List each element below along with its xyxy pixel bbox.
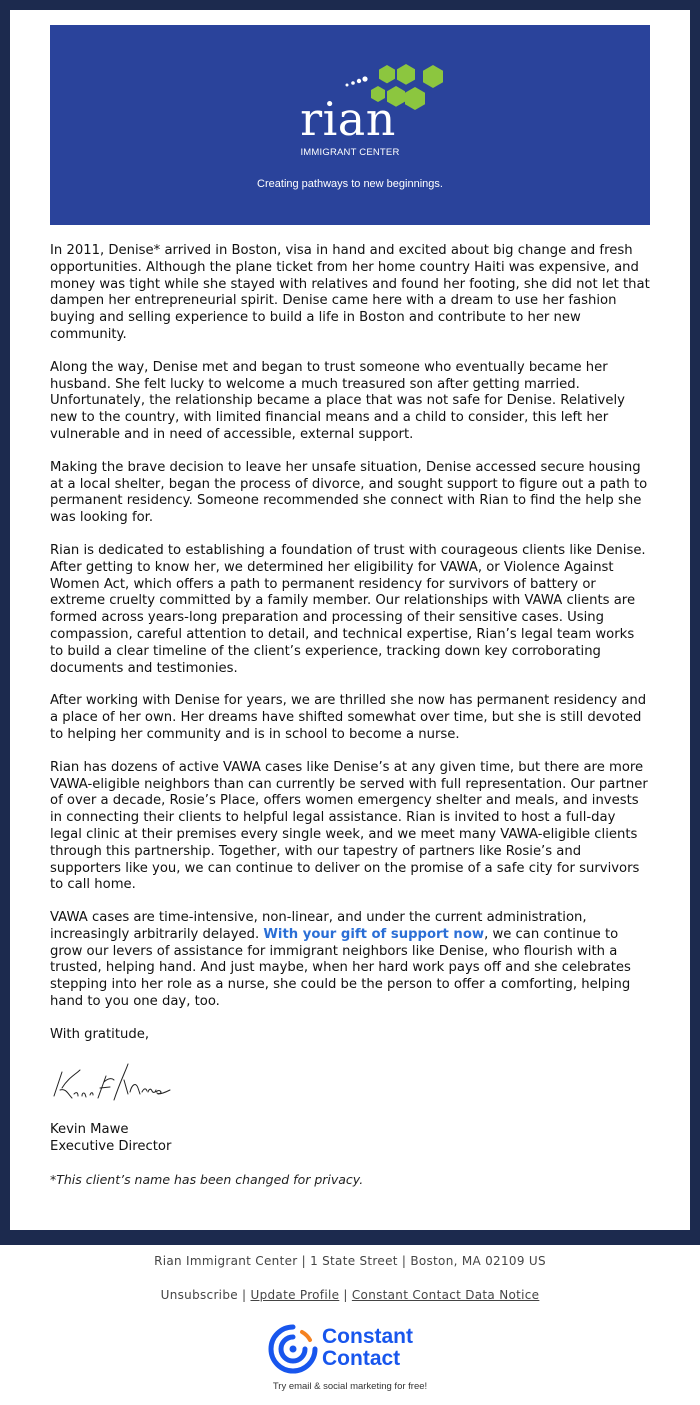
banner-tagline: Creating pathways to new beginnings. — [257, 178, 443, 190]
donate-link[interactable]: With your gift of support now — [263, 926, 485, 942]
footer-address: Rian Immigrant Center | 1 State Street | Boston, MA 02109 US — [154, 1254, 546, 1268]
footer-links — [0, 1288, 700, 1302]
paragraph: Rian is dedicated to establishing a foundation of trust with courageous clients like Denise. After getting to know her, we determined her eligibility for VAWA, or Violence Against Women Act, which offers a path to permanent residency for survivors of battery or extreme cruelty committed by a family member. Our relationships with VAWA clients are formed across years-long preparation and processing of their sensitive cases. Using compassion, careful attention to detail, and technical expertise, Rian’s legal team works to build a clear timeline of the client’s experience, tracking down key corroborating documents and testimonies. — [50, 542, 646, 676]
constant-contact-wordmark[interactable] — [322, 1326, 482, 1370]
header-banner — [50, 25, 650, 225]
logo-hexagon — [379, 65, 395, 83]
paragraph: Along the way, Denise met and began to trust someone who eventually became her husband. She felt lucky to welcome a much treasured son after getting married. Unfortunately, the relationship became a place that was not safe for Denise. Relatively new to the country, with limited financial means and a child to consider, this left her vulnerable and in need of accessible, external support. — [50, 359, 625, 442]
closing-line: With gratitude, — [50, 1026, 150, 1042]
paragraph: Making the brave decision to leave her unsafe situation, Denise accessed secure housing at a local shelter, began the process of divorce, and sought support to figure out a path to permanent residency. Someone recommended she connect with Rian to find the help she was looking for. — [50, 459, 648, 526]
separator: | — [339, 1288, 352, 1302]
logo-dot — [357, 79, 361, 83]
unsubscribe-link[interactable]: Unsubscribe — [160, 1288, 238, 1302]
data-notice-link[interactable]: Constant Contact Data Notice — [351, 1288, 540, 1302]
privacy-note: *This client’s name has been changed for privacy. — [50, 1172, 364, 1187]
signer-name: Kevin Mawe — [50, 1122, 129, 1137]
logo-wordmark: rian — [300, 92, 396, 146]
logo-subname: IMMIGRANT CENTER — [300, 147, 400, 158]
letter-body — [50, 243, 650, 1060]
brand-line: Constant — [322, 1325, 413, 1348]
paragraph-with-donate-link — [50, 910, 650, 1011]
update-profile-link[interactable]: Update Profile — [250, 1288, 340, 1302]
signer-title: Executive Director — [50, 1139, 172, 1154]
separator: | — [237, 1288, 251, 1302]
constant-contact-tagline[interactable]: Try email & social marketing for free! — [272, 1381, 428, 1392]
paragraph: After working with Denise for years, we are thrilled she now has permanent residency and a place of her own. Her dreams have shifted somewhat over time, but she is still devoted to helping her community and is in school to become a nurse. — [50, 693, 647, 742]
email-card — [10, 10, 690, 1230]
handwritten-signature — [50, 1058, 180, 1108]
constant-contact-logo-icon[interactable] — [268, 1324, 318, 1374]
logo-hexagon — [423, 65, 443, 88]
logo-dot — [362, 76, 367, 81]
paragraph: Rian has dozens of active VAWA cases like Denise’s at any given time, but there are more VAWA-eligible neighbors than can currently be served with full representation. Our partner of over a decade, Rosie’s Place, offers women emergency shelter and meals, and invests in connecting their clients to helpful legal assistance. Rian is invited to host a full-day legal clinic at their premises every single week, and we meet many VAWA-eligible clients through this partnership. Together, with our tapestry of partners like Rosie’s and supporters like you, we can continue to deliver on the promise of a safe city for survivors to call home. — [50, 759, 648, 893]
logo-hexagon — [397, 64, 415, 85]
paragraph: In 2011, Denise* arrived in Boston, visa in hand and excited about big change and fresh opportunities. Although the plane ticket from her home country Haiti was expensive, and money was tight while she stayed with relatives and found her footing, she did not let that dampen her entrepreneurial spirit. Denise came here with a dream to use her fashion buying and selling experience to build a life in Boston and contribute to her new community. — [50, 243, 650, 342]
logo-dot — [346, 84, 349, 87]
paragraph-text: VAWA cases are time-intensive, non-linear, and under the current administration, increasingly arbitrarily delayed. — [50, 910, 587, 942]
logo-dot — [351, 81, 355, 85]
logo-hexagon — [405, 87, 425, 110]
paragraph-text: , we can continue to grow our levers of assistance for immigrant neighbors like Denise, who flourish with a trusted, helping hand. And just maybe, when her hard work pays off and she celebrates stepping into her role as a nurse, she could be the person to offer a comforting, helping hand to you one day, too. — [50, 926, 631, 1010]
brand-line: Contact — [322, 1347, 401, 1370]
